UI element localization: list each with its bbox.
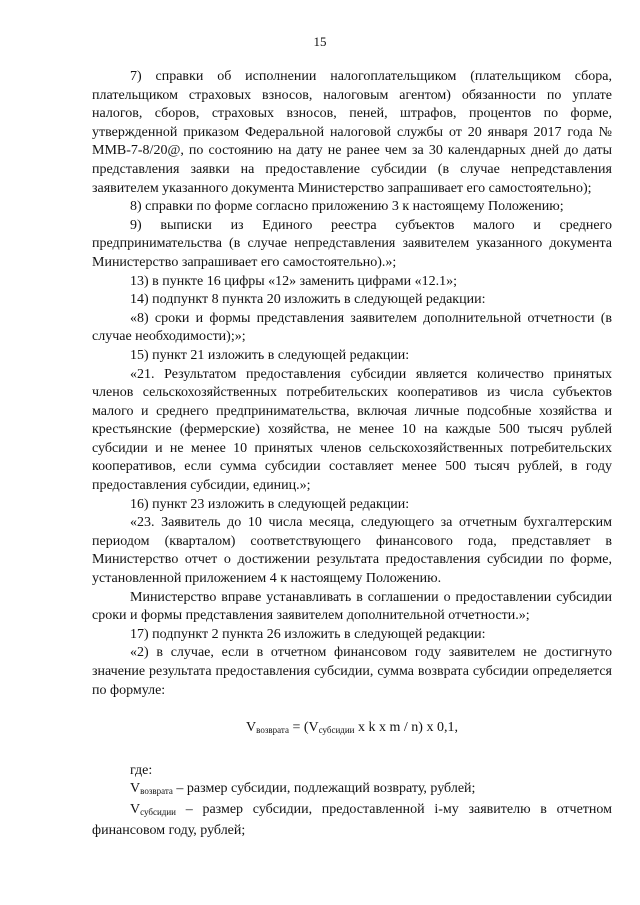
paragraph-14-text: «8) сроки и формы представления заявителем дополнительной отчетности (в случае необходимости);»; (92, 310, 612, 345)
formula-rhs-rest: x k x m / n) x 0,1, (354, 720, 458, 736)
document-body (92, 68, 612, 840)
paragraph-16-text: «23. Заявитель до 10 числа месяца, следующего за отчетным бухгалтерским периодом (кварталом) соответствующего финансового года, представляет в Министерство отчет о достижении результата предоставления субсидии по форме, установленной приложением 4 к настоящему Положению. (92, 515, 612, 587)
paragraph-16: 16) пункт 23 изложить в следующей редакции: (130, 496, 410, 512)
paragraph-13: 13) в пункте 16 цифры «12» заменить цифрами «12.1»; (130, 273, 457, 289)
formula-rhs-sub: субсидии (318, 725, 355, 736)
paragraph-17: 17) подпункт 2 пункта 26 изложить в следующей редакции: (130, 626, 486, 642)
paragraph-ministry-right: Министерство вправе устанавливать в соглашении о предоставлении субсидии сроки и формы представления заявителем дополнительной отчетности.»; (92, 589, 612, 624)
definition-v-subsidy (92, 801, 612, 840)
formula-eq-open: = (V (288, 720, 319, 736)
where-label: где: (130, 762, 153, 778)
definition-sub: субсидии (140, 806, 176, 817)
definition-v-refund (92, 780, 612, 801)
paragraph-8-certificate: 8) справки по форме согласно приложению 3 к настоящему Положению; (130, 199, 564, 215)
formula-lhs: V (246, 720, 257, 736)
definition-symbol: V (130, 801, 141, 817)
paragraph-7-certificate: 7) справки об исполнении налогоплательщиком (плательщиком сбора, плательщиком страховых взносов, налоговым агентом) обязанности по уплате налогов, сборов, страховых взносов, пеней, штрафов, процентов по форме, утвержденной приказом Федеральной налоговой службы от 20 января 2017 года № ММВ-7-8/20@, по состоянию на дату не ранее чем за 30 календарных дней до даты представления заявки на предоставление субсидии (в случае непредставления заявителем указанного документа Министерство запрашивает его самостоятельно); (92, 69, 612, 196)
paragraph-15-text: «21. Результатом предоставления субсидии является количество принятых членов сельскохозяйственных потребительских кооперативов из числа субъектов малого и среднего предпринимательства, включая личные подсобные хозяйства и крестьянские (фермерские) хозяйства, не менее 10 на каждые 500 тысяч рублей субсидии и не менее 10 принятых членов сельскохозяйственных потребительских кооперативов, если сумма субсидии составляет менее 500 тысяч рублей, в году предоставления субсидии, единиц.»; (92, 366, 612, 494)
formula-lhs-sub: возврата (256, 725, 289, 736)
definition-text: – размер субсидии, подлежащий возврату, рублей; (172, 781, 476, 797)
definition-sub: возврата (140, 786, 173, 797)
paragraph-14: 14) подпункт 8 пункта 20 изложить в следующей редакции: (130, 292, 486, 308)
paragraph-15: 15) пункт 21 изложить в следующей редакции: (130, 347, 410, 363)
refund-formula (92, 719, 612, 740)
paragraph-17-text: «2) в случае, если в отчетном финансовом году заявителем не достигнуто значение результата предоставления субсидии, сумма возврата субсидии определяется по формуле: (92, 645, 612, 698)
definition-text: – размер субсидии, предоставленной i-му заявителю в отчетном финансовом году, рублей; (92, 801, 612, 838)
paragraph-9-registry: 9) выписки из Единого реестра субъектов малого и среднего предпринимательства (в случае непредставления заявителем указанного документа Министерство запрашивает его самостоятельно).»; (92, 217, 612, 270)
page-number: 15 (313, 34, 327, 49)
definition-symbol: V (130, 781, 141, 797)
